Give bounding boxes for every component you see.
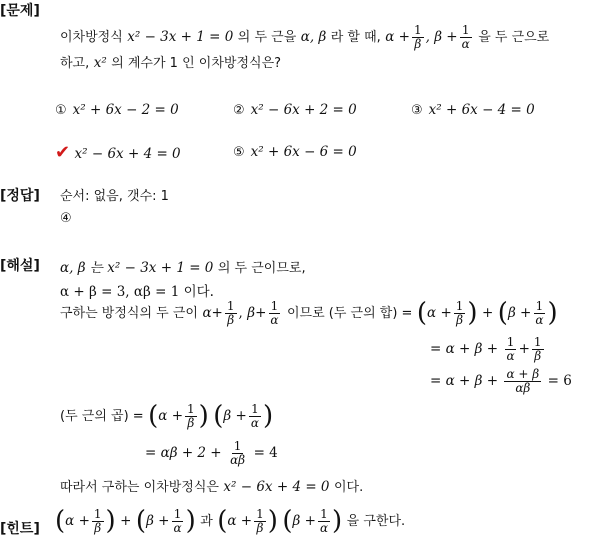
answer-order: 순서: 없음, 갯수: 1 xyxy=(60,189,169,204)
solution-header: [해설] xyxy=(0,258,40,274)
solution-line7: = αβ + 2 + $\frac{1}{\alpha\beta}$ = 4 xyxy=(145,439,278,467)
answer-header: [정답] xyxy=(0,188,40,204)
solution-line6: (두 근의 곱) = (α + $\frac{1}{\beta}$ ) (β + $\frac{1}{\alpha}$ ) xyxy=(60,401,274,432)
solution-line5: = α + β + $\frac{\alpha + \beta}{\alpha\beta}$ = 6 xyxy=(430,367,572,395)
problem-stem-line1: 이차방정식 x² − 3x + 1 = 0 의 두 근을 α, β 라 할 때, α + $\frac{1}{\beta}$ , β + $\frac{1}{\alpha}$ 을 두 근으로 xyxy=(60,23,550,51)
hint-header: [힌트] xyxy=(0,521,40,537)
choice-1[interactable]: ① x² + 6x − 2 = 0 xyxy=(55,102,179,118)
choice-3[interactable]: ③ x² + 6x − 4 = 0 xyxy=(411,102,535,118)
checkmark-icon: ✔ xyxy=(55,142,71,163)
solution-line2: α + β = 3, αβ = 1 이다. xyxy=(60,284,214,300)
solution-conclusion: 따라서 구하는 이차방정식은 x² − 6x + 4 = 0 이다. xyxy=(60,479,364,495)
answer-value: ④ xyxy=(60,211,72,226)
choice-4[interactable]: ✔ x² − 6x + 4 = 0 xyxy=(55,142,181,163)
problem-equation: x² − 3x + 1 = 0 xyxy=(127,29,234,46)
problem-header: [문제] xyxy=(0,3,40,19)
hint-body: (α + $\frac{1}{\beta}$ ) + (β + $\frac{1}{\alpha}$ ) 과 (α + $\frac{1}{\beta}$ ) (β + $\frac{1}{\alpha}$ ) 을 구한다. xyxy=(55,506,406,537)
solution-line4: = α + β + $\frac{1}{\alpha}$ + $\frac{1}{\beta}$ xyxy=(430,335,542,363)
problem-stem-line2: 하고, x² 의 계수가 1 인 이차방정식은? xyxy=(60,55,282,71)
solution-line1: α, β 는 x² − 3x + 1 = 0 의 두 근이므로, xyxy=(60,260,306,276)
choice-2[interactable]: ② x² − 6x + 2 = 0 xyxy=(233,102,357,118)
choice-5[interactable]: ⑤ x² + 6x − 6 = 0 xyxy=(233,144,357,160)
solution-line3: 구하는 방정식의 두 근이 α+ $\frac{1}{\beta}$ , β+ $\frac{1}{\alpha}$ 이므로 (두 근의 합) = (α + $\frac{1}{\beta}$ ) + (β + $\frac{1}{\alpha}$ ) xyxy=(60,298,558,329)
